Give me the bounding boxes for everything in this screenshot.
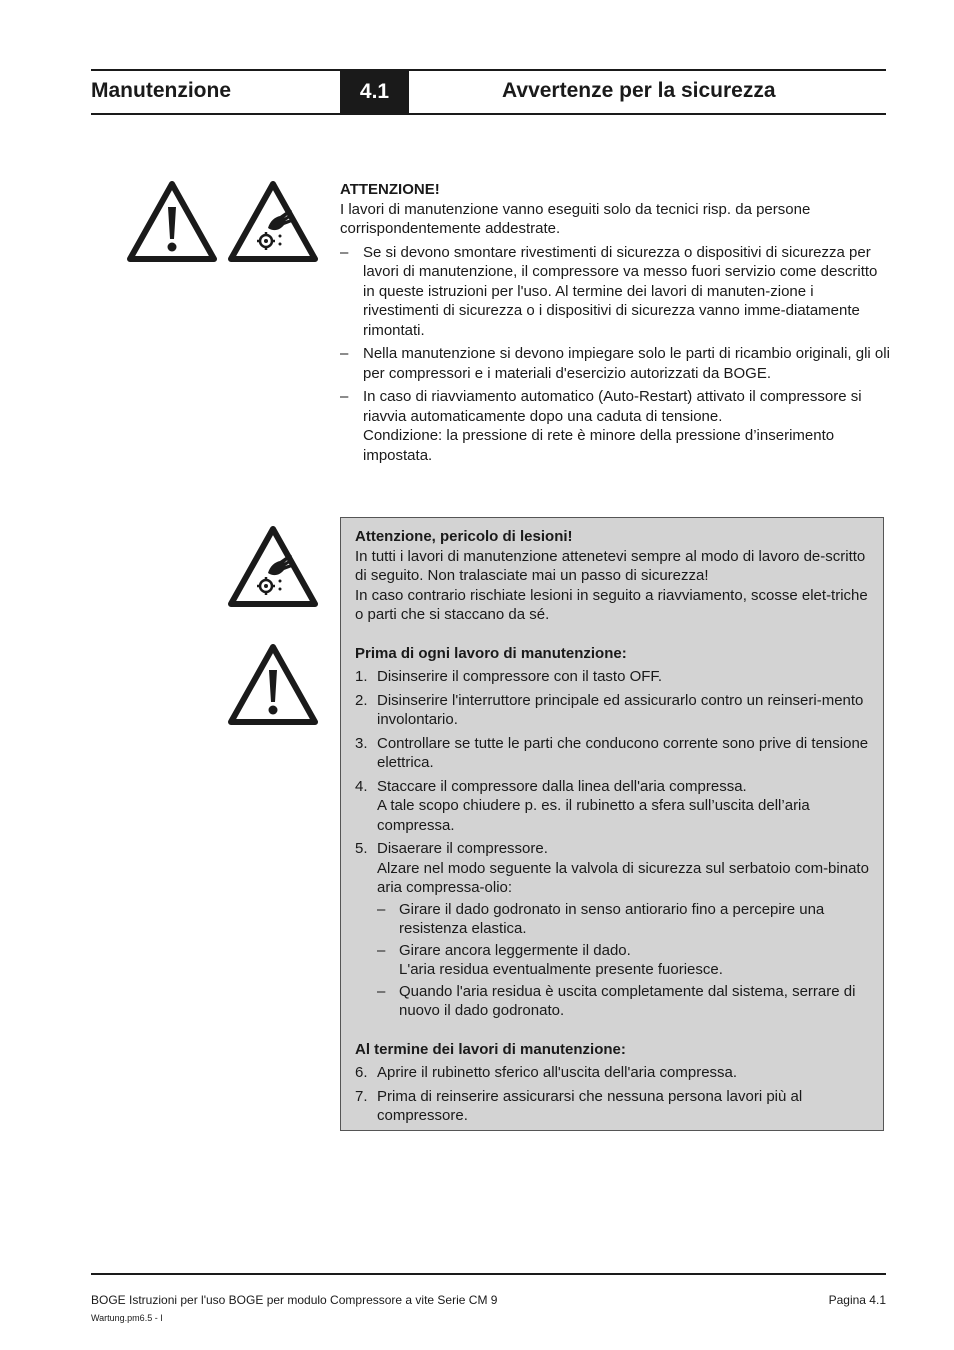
header-top-rule xyxy=(91,69,886,71)
warning-exclamation-icon xyxy=(127,181,217,262)
warning-exclamation-icon xyxy=(228,644,318,725)
header-bottom-rule xyxy=(91,113,886,115)
chapter-title: Manutenzione xyxy=(91,79,231,102)
before-maintenance-heading: Prima di ogni lavoro di manutenzione: xyxy=(355,644,627,662)
footer-page-number: Pagina 4.1 xyxy=(828,1293,886,1307)
list-item: 1. Disinserire il compressore con il tasto OFF. xyxy=(355,668,663,685)
section-number: 4.1 xyxy=(340,71,409,113)
list-item: 4. Staccare il compressore dalla linea dell'aria compressa. A tale scopo chiudere p. es. il rubinetto a sfera sull’uscita dell’aria compressa. xyxy=(355,777,810,834)
list-item: – Quando l'aria residua è uscita completamente dal sistema, serrare di nuovo il dado godronato. xyxy=(377,982,856,1019)
list-item: – Se si devono smontare rivestimenti di sicurezza o dispositivi di sicurezza per lavori di manutenzione, il compressore va messo fuori servizio come descritto in queste istruzioni per l'uso. Al termine dei lavori di manuten-zione i rivestimenti di sicurezza o i dispositivi di sicurezza vanno imme-diatamente rimontati. xyxy=(340,243,878,339)
hand-gear-hazard-icon xyxy=(228,181,318,262)
footer-file-name: Wartung.pm6.5 - I xyxy=(91,1313,163,1323)
box-intro: In caso contrario rischiate lesioni in seguito a riavviamento, scosse elet-triche o parti che si staccano da sé. xyxy=(355,586,868,623)
box-intro: In tutti i lavori di manutenzione attenetevi sempre al modo di lavoro de-scritto di seguito. Non tralasciate mai un passo di sicurezza! xyxy=(355,547,866,584)
after-maintenance-heading: Al termine dei lavori di manutenzione: xyxy=(355,1040,626,1058)
list-item: 5. Disaerare il compressore. Alzare nel modo seguente la valvola di sicurezza sul serbatoio com-binato aria compressa-olio: – Girare il dado godronato in senso antiorario fino a percepire una resistenza elastica. – Girare ancora leggermente il dado. L'aria residua eventualmente presente fuoriesce. – Quando l'aria residua è uscita completamente dal sistema, serrare di nuovo il dado godronato. xyxy=(355,840,869,1019)
list-item: – Girare ancora leggermente il dado. L'aria residua eventualmente presente fuoriesce. xyxy=(377,941,723,978)
list-item: – In caso di riavviamento automatico (Auto-Restart) attivato il compressore si riavvia automaticamente dopo una caduta di tensione. Condizione: la pressione di rete è minore della pressione d’inserimento impostata. xyxy=(340,388,862,464)
list-item: 6. Aprire il rubinetto sferico all'uscita dell'aria compressa. xyxy=(355,1064,738,1081)
list-item: 3. Controllare se tutte le parti che conducono corrente sono prive di tensione elettrica. xyxy=(355,734,869,771)
list-item: 7. Prima di reinserire assicurarsi che nessuna persona lavori più al compressore. xyxy=(355,1087,803,1124)
attention-heading: ATTENZIONE! xyxy=(340,181,440,198)
hand-gear-hazard-icon xyxy=(228,526,318,607)
list-item: – Girare il dado godronato in senso antiorario fino a percepire una resistenza elastica. xyxy=(377,900,825,937)
attention-section xyxy=(340,180,890,465)
injury-warning-box xyxy=(340,517,884,1131)
box-heading: Attenzione, pericolo di lesioni! xyxy=(355,528,573,545)
attention-intro: I lavori di manutenzione vanno eseguiti solo da tecnici risp. da persone corrispondentemente addestrate. xyxy=(340,200,811,237)
footer-document-title: BOGE Istruzioni per l'uso BOGE per modulo Compressore a vite Serie CM 9 xyxy=(91,1293,498,1307)
section-title: Avvertenze per la sicurezza xyxy=(502,79,776,102)
list-item: – Nella manutenzione si devono impiegare solo le parti di ricambio originali, gli oli per compressori e i materiali d'esercizio autorizzati da BOGE. xyxy=(340,345,890,382)
footer-rule xyxy=(91,1273,886,1275)
list-item: 2. Disinserire l'interruttore principale ed assicurarlo contro un reinseri-mento involontario. xyxy=(355,691,864,728)
